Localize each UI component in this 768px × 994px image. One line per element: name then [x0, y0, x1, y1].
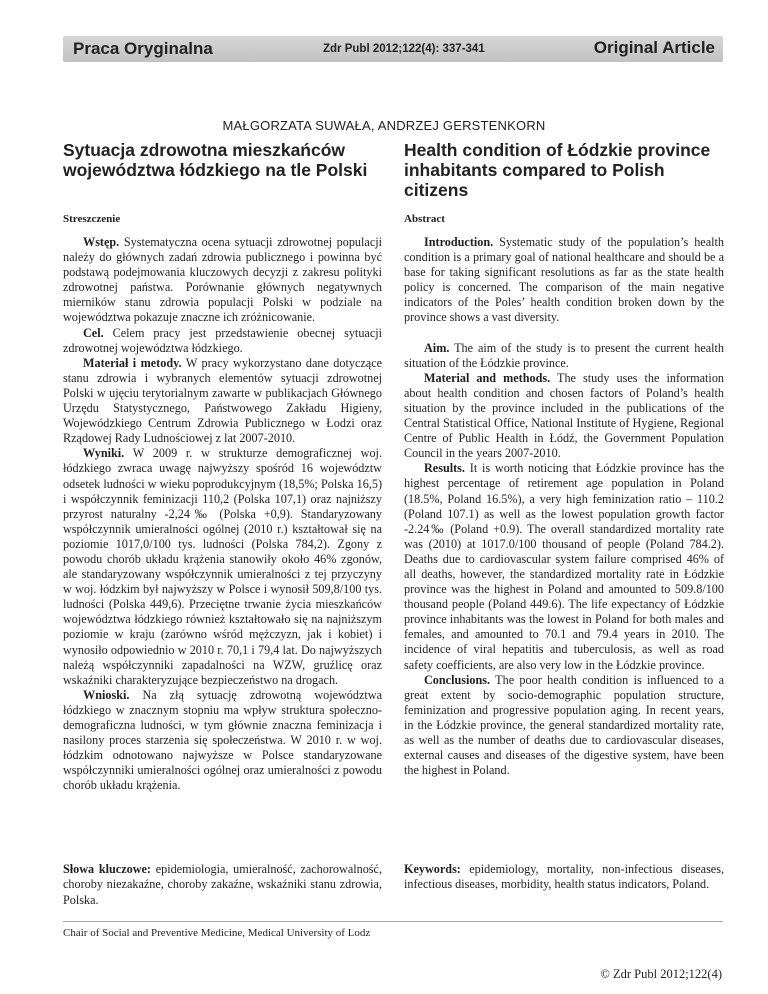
- intro-paragraph: [404, 235, 724, 326]
- keywords-label: Keywords:: [404, 862, 461, 876]
- abstract-heading-english: Abstract: [404, 213, 445, 225]
- aim-paragraph: [63, 326, 382, 356]
- intro-text: Systematyczna ocena sytuacji zdrowotnej populacji należy do głównych zadań zdrowia publicznego i powinna być podstawą podejmowania kluczowych decyzji z zakresu polityki zdrowotnej państwa. Porównanie głównych negatywnych mierników stanu zdrowia populacji Polski w podziale na województwa pokazuje znaczne ich zróżnicowanie.: [63, 235, 383, 325]
- aim-label: Cel.: [83, 325, 104, 340]
- keywords-label: Słowa kluczowe:: [63, 862, 151, 876]
- conclusions-paragraph: [404, 673, 724, 779]
- footnote-divider: [63, 921, 723, 922]
- keywords-english: [404, 862, 724, 893]
- methods-paragraph: [63, 356, 382, 447]
- methods-label: Materiał i metody.: [83, 355, 182, 370]
- aim-label: Aim.: [424, 340, 450, 355]
- conclusions-label: Wnioski.: [83, 687, 130, 702]
- results-paragraph: [404, 461, 724, 672]
- journal-header-banner: [63, 36, 723, 62]
- title-english: Health condition of Łódzkie province inhabitants compared to Polish citizens: [404, 140, 711, 200]
- affiliation: Chair of Social and Preventive Medicine, Medical University of Lodz: [63, 927, 371, 939]
- title-polish: Sytuacja zdrowotna mieszkańców województwa łódzkiego na tle Polski: [63, 140, 368, 180]
- keywords-text: epidemiologia, umieralność, zachorowalność, choroby niezakaźne, choroby zakaźne, wskaźniki stanu zdrowia, Polska.: [63, 862, 383, 907]
- page-footer: © Zdr Publ 2012;122(4): [600, 967, 722, 981]
- abstract-polish: [63, 235, 382, 793]
- conclusions-text: Na złą sytuację zdrowotną województwa łódzkiego w znacznym stopniu ma wpływ struktura społeczno-demograficzna ludności, w tym głównie znaczna feminizacja i nasilony proces starzenia się społeczeństwa. W 2010 r. w woj. łódzkim odnotowano najwyższe w Polsce standaryzowane współczynniki umieralności ogólnej oraz umieralności z powodu chorób układu krążenia.: [63, 687, 382, 793]
- article-type-polish: Praca Oryginalna: [73, 39, 213, 58]
- results-text: W 2009 r. w strukturze demograficznej woj. łódzkiego zwraca uwagę najwyższy spośród 16 województw odsetek ludności w wieku poprodukcyjnym (18,5%; Polska 16,5) i współczynnik feminizacji 110,2 (Polska 107,1) oraz najniższy przyrost naturalny -2,24‰ (Polska +0,9). Standaryzowany współczynnik umieralności ogólnej (2010 r.) kształtował się na poziomie 1017,0/100 tys. ludności (Polska 784,2). Zgony z powodu chorób układu krążenia stanowiły około 46% zgonów, ale standaryzowany współczynnik umieralności z tej przyczyny w woj. łódzkim był najwyższy w Polsce i wynosił 509,8/100 tys. ludności (Polska 449,6). Przeciętne trwanie życia mieszkańców województwa łódzkiego również kształtowało się na najniższym poziomie w kraju (zarówno wśród mężczyzn, jak i kobiet) i wynosiło odpowiednio w 2010 r. 70,1 i 79,4 lat. Do najwyższych należą współczynniki zapadalności na WZW, gruźlicę oraz wskaźniki charakteryzujące bezpieczeństwo na drogach.: [63, 446, 382, 687]
- intro-text: Systematic study of the population’s health condition is a primary goal of national healthcare and should be a base for taking significant resolutions as far as the state health policy is concerned. The comparison of the main negative indicators of the Poles’ health condition broken down by the province shows a vast diversity.: [404, 235, 724, 325]
- methods-text: The study uses the information about health condition and chosen factors of Poland’s health situation by the province included in the publications of the Central Statistical Office, National Institute of Hygiene, Regional Centre of Public Health in Łódź, the Government Population Council in the years 2007-2010.: [404, 370, 725, 461]
- methods-text: W pracy wykorzystano dane dotyczące stanu zdrowia i wybranych elementów sytuacji zdrowotnej Polski w ujęciu terytorialnym zawarte w publikacjach Głównego Urzędu Statystycznego, Państwowego Zakładu Higieny, Wojewódzkiego Centrum Zdrowia Publicznego w Łodzi oraz Rządowej Rady Ludnościowej z lat 2007-2010.: [63, 355, 383, 446]
- abstract-heading-polish: Streszczenie: [63, 213, 121, 225]
- intro-label: Introduction.: [424, 235, 494, 249]
- keywords-text: epidemiology, mortality, non-infectious diseases, infectious diseases, morbidity, health status indicators, Poland.: [404, 862, 725, 892]
- conclusions-paragraph: [63, 688, 382, 794]
- article-type-english: Original Article: [593, 38, 715, 57]
- aim-text: Celem pracy jest przedstawienie obecnej sytuacji zdrowotnej województwa łódzkiego.: [63, 325, 383, 355]
- aim-text: The aim of the study is to present the current health situation of the Łódzkie province.: [404, 340, 725, 370]
- results-label: Results.: [424, 461, 465, 476]
- results-label: Wyniki.: [83, 446, 125, 461]
- abstract-english: [404, 235, 724, 778]
- authors: MAŁGORZATA SUWAŁA, ANDRZEJ GERSTENKORN: [222, 118, 546, 133]
- results-paragraph: [63, 446, 382, 688]
- journal-citation: Zdr Publ 2012;122(4): 337-341: [323, 43, 485, 55]
- keywords-polish: [63, 862, 382, 908]
- conclusions-label: Conclusions.: [424, 672, 491, 687]
- intro-paragraph: [63, 235, 382, 326]
- conclusions-text: The poor health condition is influenced to a great extent by socio-demographic population structure, feminization and progressive population aging. In recent years, in the Łódzkie province, the general standardized mortality rate, as well as the number of deaths due to cardiovascular diseases, external causes and diseases of the digestive system, have been the highest in Poland.: [404, 672, 724, 778]
- methods-paragraph: [404, 371, 724, 462]
- methods-label: Material and methods.: [424, 370, 551, 385]
- intro-label: Wstęp.: [83, 235, 120, 249]
- aim-paragraph: [404, 341, 724, 371]
- results-text: It is worth noticing that Łódzkie province has the highest percentage of retirement age population in Poland (18.5%, Poland 16.5%), a very high feminization ratio – 110.2 (Poland 107.1) as well as the lowest population growth factor -2.24‰ (Poland +0.9). The overall standardized mortality rate was (2010) at 1017.0/100 thousand of people (Poland 784.2). Deaths due to cardiovascular system failure comprised 46% of all deaths, however, the standardized mortality rate in Łódzkie province was the highest in Poland and amounted to 509.8/100 thousand people (Poland 449.6). The life expectancy of Łódzkie province inhabitants was the lowest in Poland for both males and females, and amounted to 70.1 and 79.4 years in 2010. The incidence of viral hepatitis and tuberculosis, as well as road safety coefficients, are also very low in the Łódzkie province.: [404, 461, 725, 672]
